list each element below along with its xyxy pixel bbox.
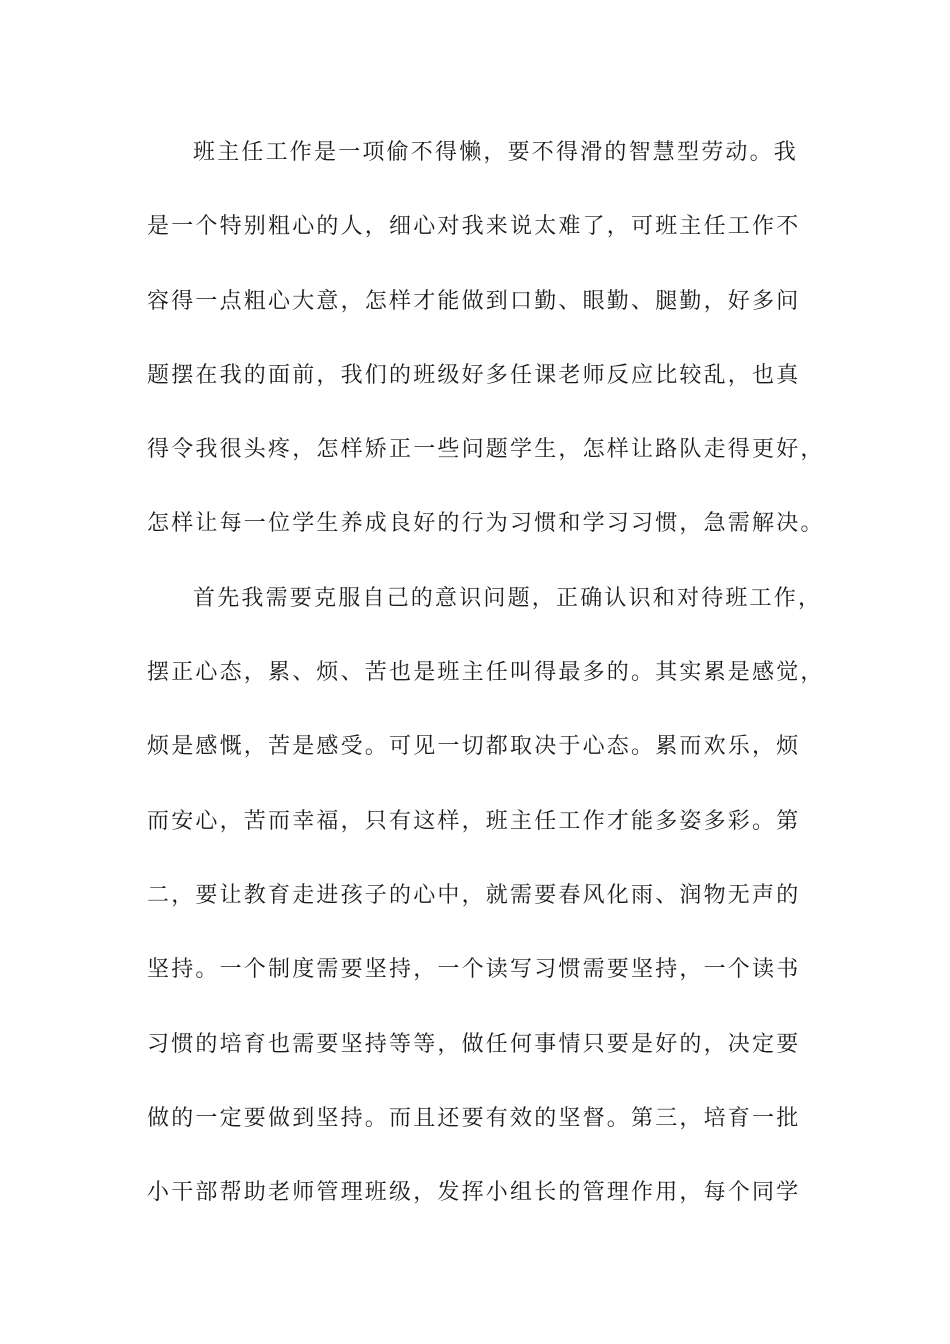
- body-text: [147, 131, 827, 1245]
- text-line: 做的一定要做到坚持。而且还要有效的坚督。第三，培育一批: [147, 1105, 801, 1131]
- text-line: 怎样让每一位学生养成良好的行为习惯和学习习惯，急需解决。: [147, 511, 825, 537]
- text-line: 摆正心态，累、烦、苦也是班主任叫得最多的。其实累是感觉，: [147, 660, 825, 686]
- text-line: 小干部帮助老师管理班级，发挥小组长的管理作用，每个同学: [147, 1180, 801, 1206]
- text-line: 二，要让教育走进孩子的心中，就需要春风化雨、润物无声的: [147, 882, 801, 908]
- text-line: 容得一点粗心大意，怎样才能做到口勤、眼勤、腿勤，好多问: [147, 288, 801, 314]
- paragraph-first-line: 首先我需要克服自己的意识问题，正确认识和对待班工作，: [193, 585, 823, 611]
- paragraph-first-line: 班主任工作是一项偷不得懒，要不得滑的智慧型劳动。我: [193, 140, 799, 165]
- text-line: 而安心，苦而幸福，只有这样，班主任工作才能多姿多彩。第: [147, 808, 801, 834]
- text-line: 习惯的培育也需要坚持等等，做任何事情只要是好的，决定要: [147, 1031, 801, 1057]
- text-line: 坚持。一个制度需要坚持，一个读写习惯需要坚持，一个读书: [147, 957, 801, 983]
- text-line: 题摆在我的面前，我们的班级好多任课老师反应比较乱，也真: [147, 362, 801, 388]
- text-line: 是一个特别粗心的人，细心对我来说太难了，可班主任工作不: [147, 214, 801, 240]
- text-line: 烦是感慨，苦是感受。可见一切都取决于心态。累而欢乐，烦: [147, 734, 801, 760]
- text-line: 得令我很头疼，怎样矫正一些问题学生，怎样让路队走得更好，: [147, 437, 825, 463]
